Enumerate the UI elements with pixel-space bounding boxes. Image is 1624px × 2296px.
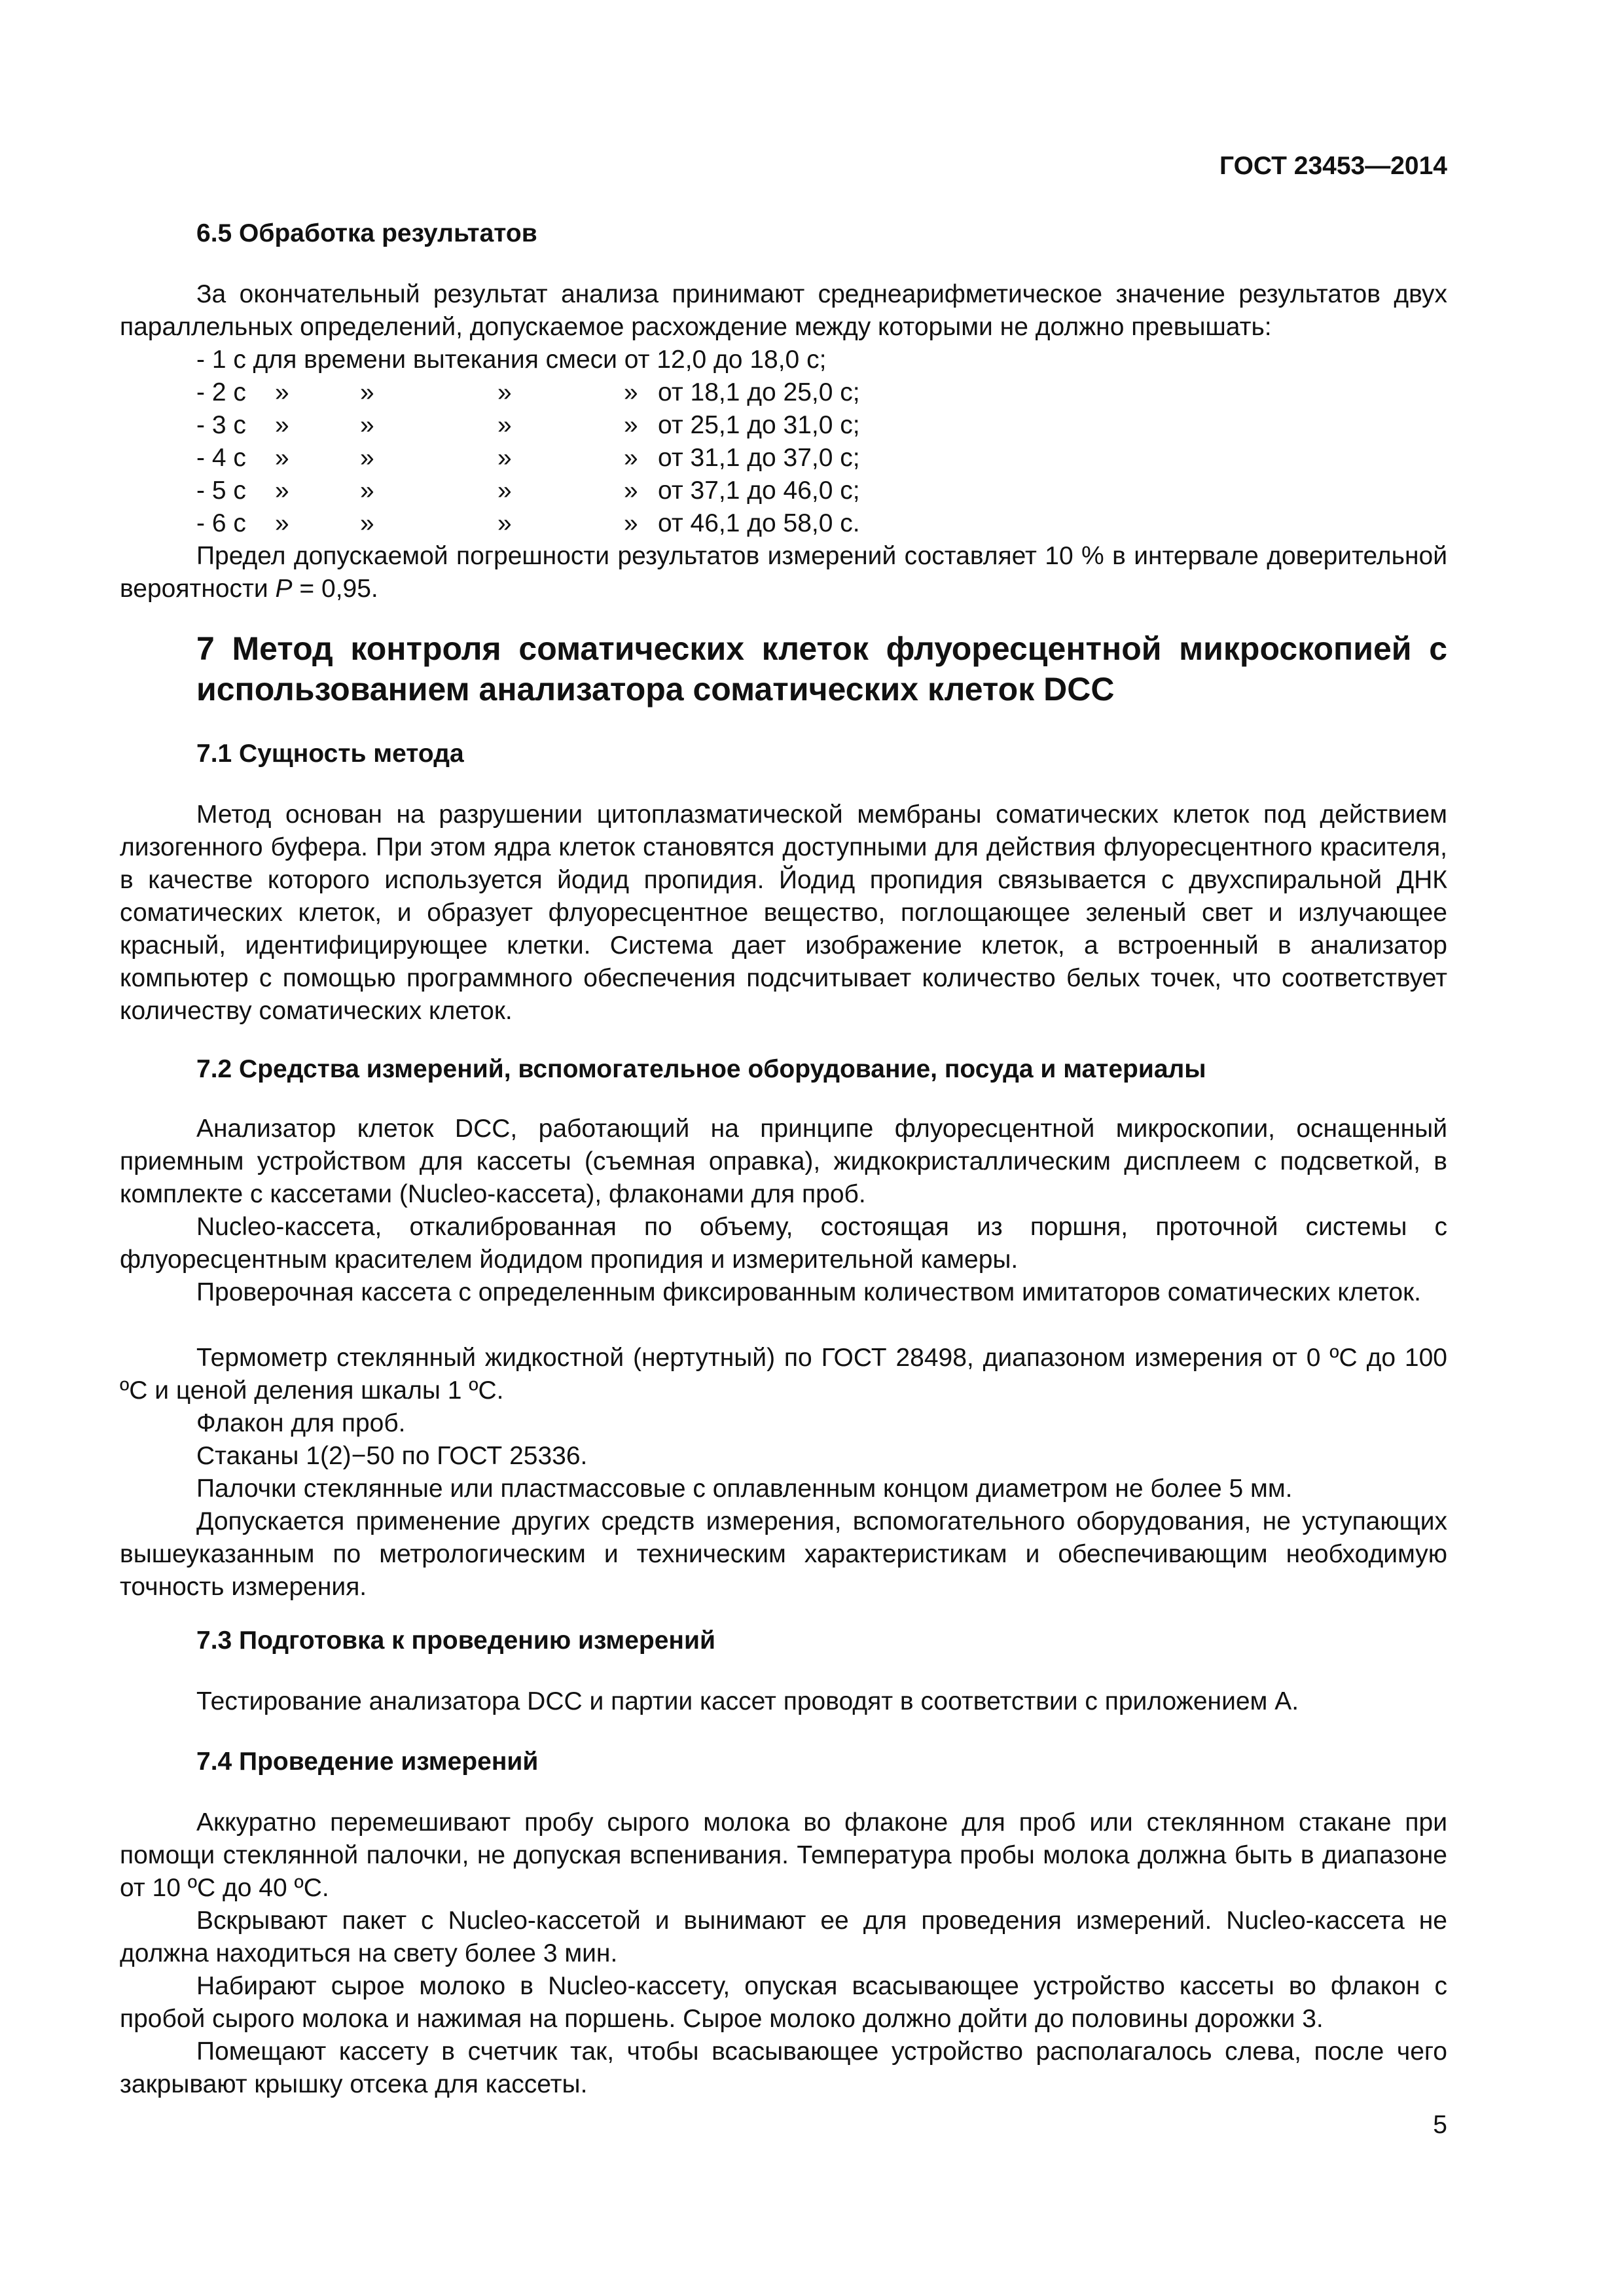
section-7-2-analyzer: Анализатор клеток DCC, работающий на принципе флуоресцентной микроскопии, оснащенный приемным устройством для кассеты (съемная оправка), жидкокристаллическим дисплеем с подсветкой, в комплекте с кассетами (Nucleo-кассета), флаконами для проб. [120, 1115, 1447, 1208]
list-item-dash: - 3 с [196, 411, 246, 439]
ditto-mark: » [497, 509, 512, 537]
section-7-4-fill-cassette: Набирают сырое молоко в Nucleo-кассету, опуская всасывающее устройство кассеты во флакон с пробой сырого молока и нажимая на поршень. Сырое молоко должно дойти до половины дорожки 3. [120, 1972, 1447, 2033]
ditto-mark: » [624, 378, 638, 406]
section-7-2-alternatives: Допускается применение других средств измерения, вспомогательного оборудования, не уступающих вышеуказанным по метрологическим и техническим характеристикам и обеспечивающим необходимую точность измерения. [120, 1507, 1447, 1601]
section-7-2-cassette: Nucleo-кассета, откалиброванная по объему, состоящая из поршня, проточной системы с флуоресцентным красителем йодидом пропидия и измерительной камеры. [120, 1213, 1447, 1274]
section-7-4-mixing: Аккуратно перемешивают пробу сырого молока во флаконе для проб или стеклянном стакане при помощи стеклянной палочки, не допуская вспенивания. Температура пробы молока должна быть в диапазоне от 10 ºС до 40 ºС. [120, 1808, 1447, 1902]
section-6-5-intro: За окончательный результат анализа принимают среднеарифметическое значение результатов двух параллельных определений, допускаемое расхождение между которыми не должно превышать: [120, 280, 1447, 341]
list-item-range: от 31,1 до 37,0 с; [658, 444, 860, 472]
ditto-mark: » [624, 444, 638, 472]
list-item-1: - 1 с для времени вытекания смеси от 12,0 до 18,0 с; [196, 346, 827, 374]
list-item-range: от 37,1 до 46,0 с; [658, 476, 860, 505]
list-item-range: от 18,1 до 25,0 с; [658, 378, 860, 406]
document-id: ГОСТ 23453—2014 [1219, 152, 1447, 180]
ditto-mark: » [497, 476, 512, 505]
limit-text: Предел допускаемой погрешности результатов измерений составляет 10 % в интервале доверительной вероятности [120, 542, 1447, 603]
limit-value: = 0,95. [292, 575, 378, 603]
ditto-mark: » [360, 444, 374, 472]
list-item-dash: - 5 с [196, 476, 246, 505]
section-7-4-insert-cassette: Помещают кассету в счетчик так, чтобы всасывающее устройство располагалось слева, после чего закрывают крышку отсека для кассеты. [120, 2037, 1447, 2098]
list-item-2 [196, 376, 982, 409]
section-7-2-thermometer: Термометр стеклянный жидкостной (нертутный) по ГОСТ 28498, диапазоном измерения от 0 ºС до 100 ºС и ценой деления шкалы 1 ºС. [120, 1344, 1447, 1405]
section-7-2-title: 7.2 Средства измерений, вспомогательное оборудование, посуда и материалы [196, 1055, 1206, 1083]
section-7-2-beakers: Стаканы 1(2)−50 по ГОСТ 25336. [196, 1442, 588, 1470]
ditto-mark: » [624, 411, 638, 439]
list-item-6 [196, 507, 982, 540]
ditto-mark: » [624, 509, 638, 537]
list-item-range: от 46,1 до 58,0 с. [658, 509, 860, 537]
section-7-1-title: 7.1 Сущность метода [196, 740, 464, 768]
section-7-4-title: 7.4 Проведение измерений [196, 1748, 539, 1776]
ditto-mark: » [360, 476, 374, 505]
section-6-5-title: 6.5 Обработка результатов [196, 219, 537, 247]
list-item-5 [196, 475, 982, 507]
ditto-mark: » [275, 476, 289, 505]
list-item-dash: - 2 с [196, 378, 246, 406]
section-7-2-flask: Флакон для проб. [196, 1409, 406, 1437]
section-7-2-sticks: Палочки стеклянные или пластмассовые с оплавленным концом диаметром не более 5 мм. [196, 1475, 1293, 1503]
section-7-title: 7 Метод контроля соматических клеток флуоресцентной микроскопией с использованием анализатора соматических клеток DCC [196, 630, 1447, 708]
list-item-dash: - 6 с [196, 509, 246, 537]
ditto-mark: » [360, 509, 374, 537]
ditto-mark: » [624, 476, 638, 505]
list-item-range: от 25,1 до 31,0 с; [658, 411, 860, 439]
ditto-mark: » [275, 444, 289, 472]
list-item-3 [196, 409, 982, 442]
page-number: 5 [1433, 2111, 1447, 2139]
ditto-mark: » [360, 378, 374, 406]
section-6-5-limit [120, 540, 1447, 605]
section-7-3-title: 7.3 Подготовка к проведению измерений [196, 1626, 715, 1655]
list-item-dash: - 4 с [196, 444, 246, 472]
ditto-mark: » [497, 378, 512, 406]
ditto-mark: » [275, 378, 289, 406]
probability-symbol: P [275, 575, 293, 603]
section-7-3-text: Тестирование анализатора DCC и партии кассет проводят в соответствии с приложением А. [196, 1687, 1299, 1715]
ditto-mark: » [275, 509, 289, 537]
ditto-mark: » [275, 411, 289, 439]
ditto-mark: » [360, 411, 374, 439]
section-7-1-text: Метод основан на разрушении цитоплазматической мембраны соматических клеток под действием лизогенного буфера. При этом ядра клеток становятся доступными для действия флуоресцентного красителя, в качестве которого используется йодид пропидия. Йодид пропидия связывается с двухспиральной ДНК соматических клеток, и образует флуоресцентное вещество, поглощающее зеленый свет и излучающее красный, идентифицирующее клетки. Система дает изображение клеток, а встроенный в анализатор компьютер с помощью программного обеспечения подсчитывает количество белых точек, что соответствует количеству соматических клеток. [120, 800, 1447, 1025]
section-7-4-open-cassette: Вскрывают пакет с Nucleo-кассетой и вынимают ее для проведения измерений. Nucleo-кассета не должна находиться на свету более 3 мин. [120, 1907, 1447, 1967]
ditto-mark: » [497, 411, 512, 439]
list-item-4 [196, 442, 982, 475]
section-7-2-check-cassette: Проверочная кассета с определенным фиксированным количеством имитаторов соматических клеток. [196, 1278, 1421, 1306]
ditto-mark: » [497, 444, 512, 472]
